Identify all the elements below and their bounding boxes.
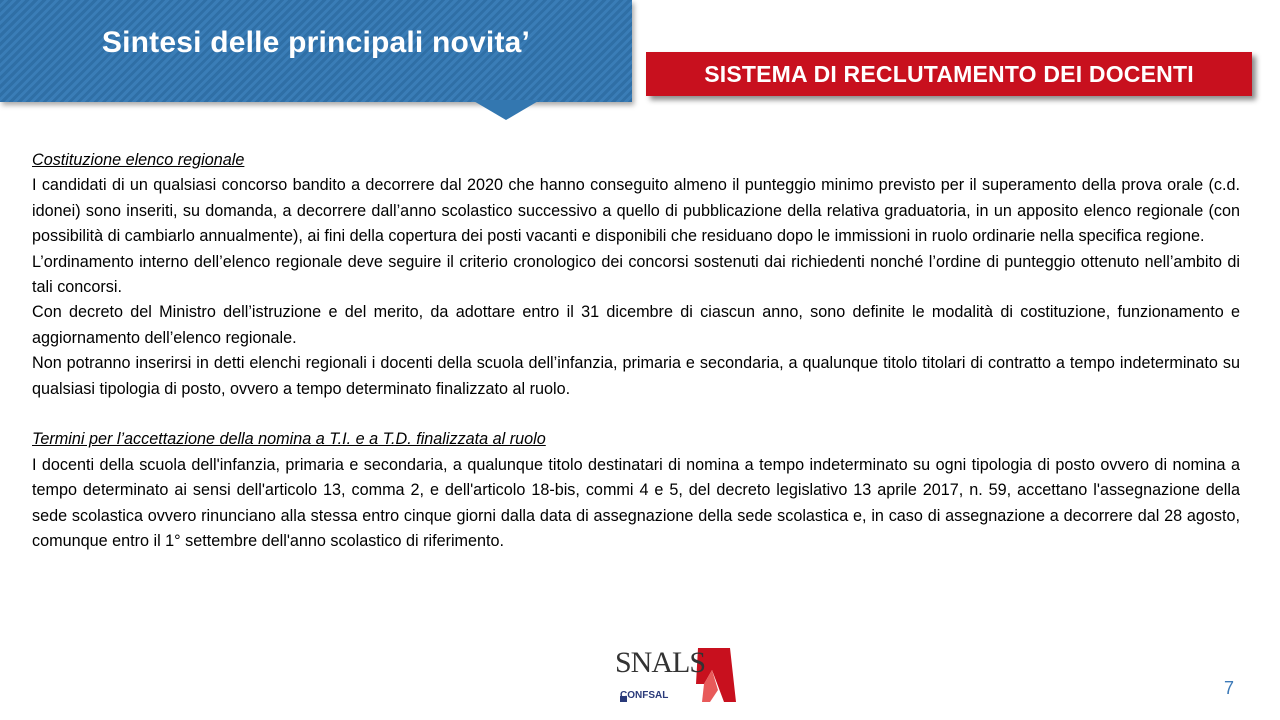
banner-notch (472, 100, 540, 120)
section1-heading: Costituzione elenco regionale (32, 151, 245, 169)
section-label: SISTEMA DI RECLUTAMENTO DEI DOCENTI (646, 52, 1252, 96)
section2-heading: Termini per l’accettazione della nomina a T.I. e a T.D. finalizzata al ruolo (32, 430, 546, 449)
slide-body (32, 148, 1240, 554)
spacer (32, 402, 1240, 427)
section2-paragraph-1: I docenti della scuola dell'infanzia, primaria e secondaria, a qualunque titolo destinatari di nomina a tempo indeterminato su ogni tipologia di posto ovvero di nomina a tempo determinato ai sensi dell'articolo 13, comma 2, e dell'articolo 18-bis, commi 4 e 5, del decreto legislativo 13 aprile 2017, n. 59, accettano l'assegnazione della sede scolastica ovvero rinunciano alla stessa entro cinque giorni dalla data di assegnazione della sede scolastica e, in caso di assegnazione a decorrere dal 28 agosto, comunque entro il 1° settembre dell'anno scolastico di riferimento. (32, 455, 1240, 551)
slide-title: Sintesi delle principali novita’ (101, 26, 531, 59)
logo-text: SNALS (615, 646, 706, 679)
section1-paragraph-2: L’ordinamento interno dell’elenco regionale deve seguire il criterio cronologico dei concorsi sostenuti dai richiedenti nonché l’ordine di punteggio ottenuto nell’ambito di tali concorsi. (32, 252, 1240, 297)
section1-paragraph-3: Con decreto del Ministro dell’istruzione e del merito, da adottare entro il 31 dicembre di ciascun anno, sono definite le modalità di costituzione, funzionamento e aggiornamento dell’elenco regionale. (32, 303, 1240, 347)
section1-paragraph-1: I candidati di un qualsiasi concorso bandito a decorrere dal 2020 che hanno conseguito almeno il punteggio minimo previsto per il superamento della prova orale (c.d. idonei) sono inseriti, su domanda, a decorrere dall’anno scolastico successivo a quello di pubblicazione della relativa graduatoria, in un apposito elenco regionale (con possibilità di cambiarlo annualmente), ai fini della copertura dei posti vacanti e disponibili che residuano dopo le immissioni in ruolo ordinarie nella specifica regione. (32, 176, 1240, 246)
section1-paragraph-4: Non potranno inserirsi in detti elenchi regionali i docenti della scuola dell’infanzia, primaria e secondaria, a qualunque titolo titolari di contratto a tempo indeterminato su qualsiasi tipologia di posto, ovvero a tempo determinato finalizzato al ruolo. (32, 354, 1240, 398)
snals-logo (612, 640, 738, 708)
page-number: 7 (1224, 678, 1235, 698)
logo-subtext: CONFSAL (620, 690, 669, 701)
title-banner (0, 0, 632, 102)
